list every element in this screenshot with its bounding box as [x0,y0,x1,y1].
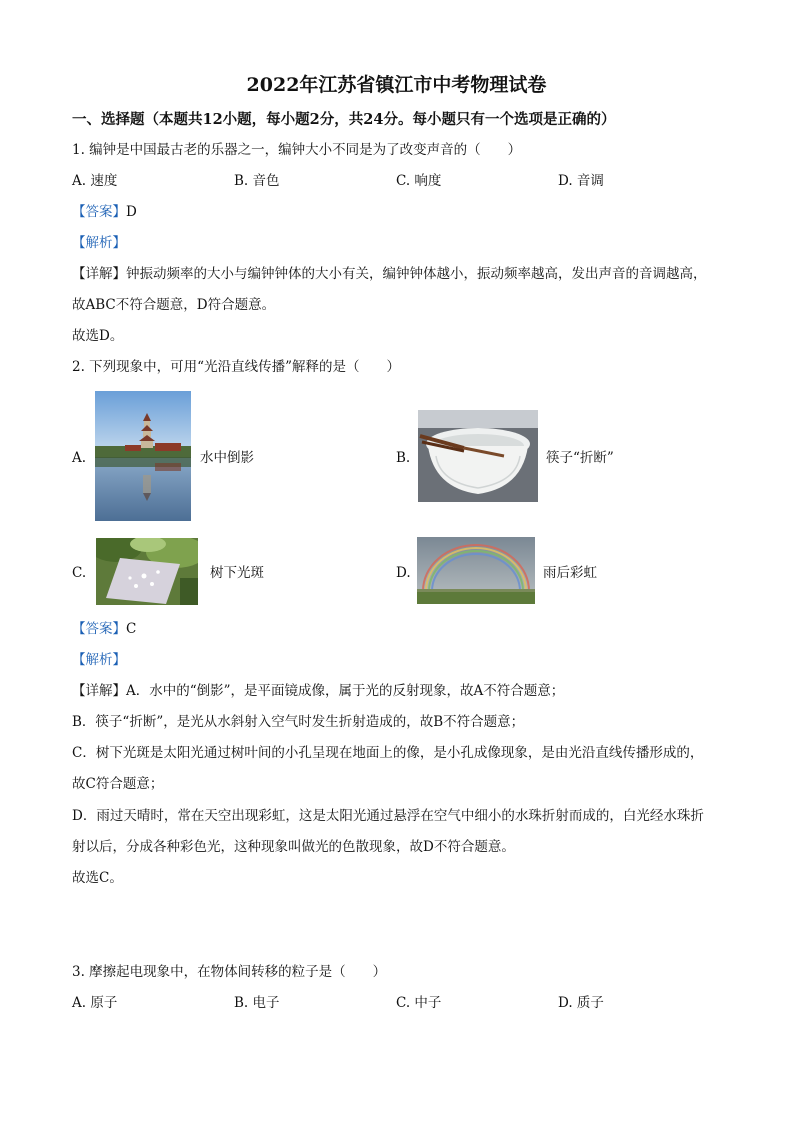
q3-option-d: D. 质子 [558,995,604,1011]
q1-option-c: C. 响度 [396,173,442,189]
q3-option-c: C. 中子 [396,995,442,1011]
q2-option-b-letter: B. [396,450,411,466]
answer-tag: 【答案】 [72,621,126,637]
rainbow-photo [417,537,535,604]
q2-option-c-caption: 树下光斑 [210,565,264,581]
q1-stem: 1. 编钟是中国最古老的乐器之一，编钟大小不同是为了改变声音的（ ） [72,142,522,158]
q2-detail-c2: 故C符合题意； [72,776,164,792]
q1-option-d: D. 音调 [558,173,604,189]
pagoda-reflection-photo [95,391,191,521]
detail-text: A．水中的“倒影”，是平面镜成像，属于光的反射现象，故A不符合题意； [126,683,565,699]
q2-option-a-caption: 水中倒影 [200,450,254,466]
q2-option-d-caption: 雨后彩虹 [543,565,597,581]
detail-tag: 【详解】 [72,266,126,282]
q1-conclusion: 故选D。 [72,328,124,344]
exam-title: 2022年江苏省镇江市中考物理试卷 [246,74,547,96]
q1-detail-line2: 故ABC不符合题意，D符合题意。 [72,297,276,313]
light-spots-under-tree-photo [96,538,198,605]
detail-tag: 【详解】 [72,683,126,699]
q2-option-c-letter: C. [72,565,87,581]
q2-answer [72,619,136,639]
q2-option-a-letter: A. [72,450,87,466]
detail-text: 钟振动频率的大小与编钟钟体的大小有关，编钟钟体越小，振动频率越高，发出声音的音调越高， [126,266,707,282]
q1-option-b: B. 音色 [234,173,280,189]
q1-analysis-tag: 【解析】 [72,235,126,251]
q2-conclusion: 故选C。 [72,870,123,886]
q2-option-b-caption: 筷子“折断” [546,450,614,466]
q2-option-d-letter: D. [396,565,411,581]
q3-option-a: A. 原子 [72,995,118,1011]
answer-tag: 【答案】 [72,204,126,220]
q2-stem: 2. 下列现象中，可用“光沿直线传播”解释的是（ ） [72,359,400,375]
answer-value: D [126,204,137,220]
q2-detail-b: B．筷子“折断”，是光从水斜射入空气时发生折射造成的，故B不符合题意； [72,714,525,730]
section-heading: 一、选择题（本题共12小题，每小题2分，共24分。每小题只有一个选项是正确的） [72,111,616,128]
q2-detail-d2: 射以后，分成各种彩色光，这种现象叫做光的色散现象，故D不符合题意。 [72,839,515,855]
answer-value: C [126,621,137,637]
q1-option-a: A. 速度 [72,173,118,189]
chopsticks-in-bowl-photo [418,410,538,502]
q3-stem: 3. 摩擦起电现象中，在物体间转移的粒子是（ ） [72,964,387,980]
q2-detail-a [72,681,564,701]
q2-detail-d1: D．雨过天晴时，常在天空出现彩虹，这是太阳光通过悬浮在空气中细小的水珠折射而成的，白光经水珠折 [72,808,704,824]
q1-answer [72,202,137,222]
q2-detail-c1: C．树下光斑是太阳光通过树叶间的小孔呈现在地面上的像，是小孔成像现象，是由光沿直线传播形成的， [72,745,704,761]
q3-option-b: B. 电子 [234,995,280,1011]
q2-analysis-tag: 【解析】 [72,652,126,668]
q1-detail-line1 [72,264,707,284]
